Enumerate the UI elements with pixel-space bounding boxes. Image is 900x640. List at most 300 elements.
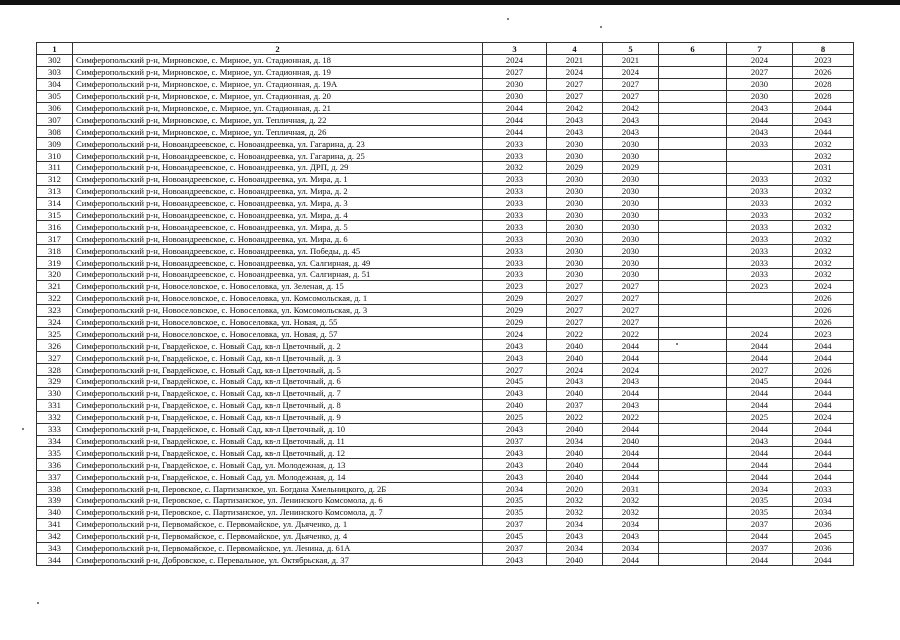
year-cell: 2030 — [547, 245, 603, 257]
address-cell: Симферопольский р-н, Мирновское, с. Мирное, ул. Тепличная, д. 22 — [73, 114, 483, 126]
table-row — [37, 340, 854, 352]
year-cell: 2044 — [793, 126, 854, 138]
address-cell: Симферопольский р-н, Новоандреевское, с. Новоандреевка, ул. ДРП, д. 29 — [73, 162, 483, 174]
year-cell — [659, 257, 727, 269]
year-cell: 2035 — [727, 506, 793, 518]
year-cell: 2027 — [547, 292, 603, 304]
year-cell — [659, 90, 727, 102]
year-cell: 2030 — [547, 173, 603, 185]
year-cell: 2024 — [793, 280, 854, 292]
table-row — [37, 376, 854, 388]
year-cell: 2029 — [547, 162, 603, 174]
year-cell: 2036 — [793, 518, 854, 530]
year-cell: 2033 — [727, 209, 793, 221]
row-number-cell: 327 — [37, 352, 73, 364]
table-row — [37, 483, 854, 495]
year-cell: 2030 — [603, 233, 659, 245]
year-cell: 2030 — [547, 221, 603, 233]
year-cell: 2043 — [727, 102, 793, 114]
row-number-cell: 304 — [37, 78, 73, 90]
address-cell: Симферопольский р-н, Новоандреевское, с. Новоандреевка, ул. Мира, д. 5 — [73, 221, 483, 233]
year-cell: 2024 — [547, 364, 603, 376]
address-cell: Симферопольский р-н, Гвардейское, с. Новый Сад, кв-л Цветочный, д. 5 — [73, 364, 483, 376]
year-cell: 2023 — [727, 280, 793, 292]
year-cell — [659, 554, 727, 566]
year-cell: 2034 — [483, 483, 547, 495]
year-cell: 2040 — [547, 459, 603, 471]
year-cell: 2033 — [483, 269, 547, 281]
year-cell — [659, 352, 727, 364]
year-cell: 2024 — [793, 411, 854, 423]
year-cell: 2033 — [727, 257, 793, 269]
year-cell: 2033 — [483, 150, 547, 162]
table-row — [37, 245, 854, 257]
year-cell: 2030 — [603, 245, 659, 257]
table-row — [37, 66, 854, 78]
row-number-cell: 307 — [37, 114, 73, 126]
scan-speck — [507, 18, 509, 20]
year-cell — [659, 209, 727, 221]
year-cell: 2040 — [547, 423, 603, 435]
year-cell: 2044 — [483, 126, 547, 138]
year-cell: 2035 — [483, 494, 547, 506]
year-cell: 2044 — [603, 459, 659, 471]
year-cell: 2026 — [793, 364, 854, 376]
year-cell: 2040 — [603, 435, 659, 447]
row-number-cell: 340 — [37, 506, 73, 518]
year-cell — [659, 55, 727, 67]
year-cell — [659, 150, 727, 162]
table-row — [37, 447, 854, 459]
year-cell: 2033 — [793, 483, 854, 495]
year-cell: 2043 — [483, 471, 547, 483]
year-cell: 2044 — [603, 340, 659, 352]
column-header: 1 — [37, 43, 73, 55]
year-cell: 2043 — [603, 399, 659, 411]
year-cell: 2027 — [603, 78, 659, 90]
year-cell: 2044 — [793, 435, 854, 447]
row-number-cell: 336 — [37, 459, 73, 471]
year-cell: 2043 — [603, 114, 659, 126]
address-cell: Симферопольский р-н, Гвардейское, с. Новый Сад, кв-л Цветочный, д. 11 — [73, 435, 483, 447]
year-cell — [659, 280, 727, 292]
address-cell: Симферопольский р-н, Новоандреевское, с. Новоандреевка, ул. Салгирная, д. 51 — [73, 269, 483, 281]
year-cell: 2030 — [547, 269, 603, 281]
year-cell: 2037 — [727, 518, 793, 530]
row-number-cell: 337 — [37, 471, 73, 483]
year-cell — [659, 435, 727, 447]
year-cell: 2027 — [603, 304, 659, 316]
year-cell: 2030 — [547, 197, 603, 209]
year-cell: 2044 — [793, 376, 854, 388]
table-row — [37, 55, 854, 67]
year-cell: 2027 — [727, 364, 793, 376]
year-cell: 2044 — [793, 447, 854, 459]
year-cell: 2043 — [483, 387, 547, 399]
row-number-cell: 326 — [37, 340, 73, 352]
year-cell: 2033 — [483, 138, 547, 150]
year-cell: 2045 — [727, 376, 793, 388]
table-row — [37, 328, 854, 340]
year-cell — [659, 506, 727, 518]
year-cell: 2030 — [603, 257, 659, 269]
year-cell: 2024 — [483, 55, 547, 67]
table-row — [37, 138, 854, 150]
year-cell: 2044 — [603, 471, 659, 483]
address-cell: Симферопольский р-н, Гвардейское, с. Новый Сад, кв-л Цветочный, д. 9 — [73, 411, 483, 423]
year-cell — [659, 399, 727, 411]
address-cell: Симферопольский р-н, Новоандреевское, с. Новоандреевка, ул. Гагарина, д. 23 — [73, 138, 483, 150]
year-cell — [659, 530, 727, 542]
year-cell — [659, 269, 727, 281]
year-cell: 2040 — [547, 554, 603, 566]
table-row — [37, 150, 854, 162]
year-cell — [659, 423, 727, 435]
year-cell: 2029 — [483, 292, 547, 304]
year-cell — [659, 66, 727, 78]
year-cell: 2030 — [547, 185, 603, 197]
row-number-cell: 312 — [37, 173, 73, 185]
address-cell: Симферопольский р-н, Новоандреевское, с. Новоандреевка, ул. Победы, д. 45 — [73, 245, 483, 257]
year-cell: 2022 — [603, 411, 659, 423]
row-number-cell: 303 — [37, 66, 73, 78]
address-cell: Симферопольский р-н, Новоандреевское, с. Новоандреевка, ул. Гагарина, д. 25 — [73, 150, 483, 162]
year-cell: 2032 — [793, 185, 854, 197]
year-cell: 2033 — [727, 197, 793, 209]
column-header: 5 — [603, 43, 659, 55]
year-cell: 2044 — [483, 114, 547, 126]
address-cell: Симферопольский р-н, Первомайское, с. Первомайское, ул. Дьяченко, д. 1 — [73, 518, 483, 530]
row-number-cell: 314 — [37, 197, 73, 209]
table-row — [37, 126, 854, 138]
year-cell — [659, 304, 727, 316]
year-cell — [659, 411, 727, 423]
row-number-cell: 331 — [37, 399, 73, 411]
year-cell: 2033 — [727, 245, 793, 257]
table-row — [37, 530, 854, 542]
year-cell: 2033 — [483, 233, 547, 245]
address-cell: Симферопольский р-н, Первомайское, с. Первомайское, ул. Дьяченко, д. 4 — [73, 530, 483, 542]
table-row — [37, 233, 854, 245]
year-cell: 2026 — [793, 304, 854, 316]
address-cell: Симферопольский р-н, Новоандреевское, с. Новоандреевка, ул. Салгирная, д. 49 — [73, 257, 483, 269]
address-cell: Симферопольский р-н, Гвардейское, с. Новый Сад, кв-л Цветочный, д. 3 — [73, 352, 483, 364]
year-cell: 2033 — [727, 173, 793, 185]
table-row — [37, 554, 854, 566]
table-row — [37, 257, 854, 269]
year-cell: 2025 — [727, 411, 793, 423]
year-cell: 2022 — [547, 328, 603, 340]
year-cell: 2033 — [483, 245, 547, 257]
year-cell: 2043 — [483, 554, 547, 566]
year-cell: 2044 — [793, 102, 854, 114]
row-number-cell: 329 — [37, 376, 73, 388]
year-cell — [659, 197, 727, 209]
table-body — [37, 55, 854, 566]
year-cell: 2032 — [793, 257, 854, 269]
year-cell: 2027 — [483, 66, 547, 78]
row-number-cell: 339 — [37, 494, 73, 506]
year-cell: 2035 — [483, 506, 547, 518]
row-number-cell: 328 — [37, 364, 73, 376]
year-cell — [659, 245, 727, 257]
year-cell: 2029 — [483, 304, 547, 316]
address-cell: Симферопольский р-н, Гвардейское, с. Новый Сад, кв-л Цветочный, д. 10 — [73, 423, 483, 435]
year-cell: 2044 — [727, 530, 793, 542]
year-cell: 2027 — [603, 292, 659, 304]
year-cell: 2043 — [603, 376, 659, 388]
table-row — [37, 197, 854, 209]
year-cell: 2030 — [483, 90, 547, 102]
year-cell: 2044 — [793, 423, 854, 435]
year-cell: 2037 — [727, 542, 793, 554]
year-cell — [659, 447, 727, 459]
year-cell: 2044 — [603, 387, 659, 399]
table-row — [37, 209, 854, 221]
year-cell: 2033 — [727, 138, 793, 150]
year-cell: 2040 — [547, 340, 603, 352]
table-row — [37, 542, 854, 554]
year-cell: 2030 — [727, 90, 793, 102]
year-cell: 2033 — [727, 233, 793, 245]
year-cell: 2033 — [483, 209, 547, 221]
scan-top-edge — [0, 0, 900, 5]
address-cell: Симферопольский р-н, Мирновское, с. Мирное, ул. Стадионная, д. 21 — [73, 102, 483, 114]
schedule-table — [36, 42, 854, 566]
year-cell: 2044 — [603, 554, 659, 566]
column-header: 3 — [483, 43, 547, 55]
year-cell: 2043 — [547, 114, 603, 126]
year-cell: 2030 — [603, 185, 659, 197]
year-cell: 2027 — [547, 90, 603, 102]
year-cell: 2034 — [547, 542, 603, 554]
table-row — [37, 518, 854, 530]
year-cell: 2032 — [793, 209, 854, 221]
year-cell — [659, 328, 727, 340]
year-cell: 2032 — [793, 150, 854, 162]
address-cell: Симферопольский р-н, Новоандреевское, с. Новоандреевка, ул. Мира, д. 6 — [73, 233, 483, 245]
year-cell: 2044 — [603, 423, 659, 435]
year-cell: 2037 — [547, 399, 603, 411]
table-row — [37, 90, 854, 102]
year-cell: 2030 — [547, 150, 603, 162]
year-cell: 2022 — [547, 411, 603, 423]
year-cell: 2033 — [727, 221, 793, 233]
address-cell: Симферопольский р-н, Новоселовское, с. Новоселовка, ул. Новая, д. 57 — [73, 328, 483, 340]
address-cell: Симферопольский р-н, Перовское, с. Партизанское, ул. Богдана Хмельницкого, д. 2Б — [73, 483, 483, 495]
year-cell: 2027 — [603, 280, 659, 292]
year-cell: 2043 — [483, 423, 547, 435]
row-number-cell: 315 — [37, 209, 73, 221]
year-cell: 2030 — [603, 269, 659, 281]
year-cell — [659, 340, 727, 352]
row-number-cell: 309 — [37, 138, 73, 150]
year-cell: 2026 — [793, 66, 854, 78]
year-cell: 2040 — [547, 447, 603, 459]
row-number-cell: 323 — [37, 304, 73, 316]
row-number-cell: 322 — [37, 292, 73, 304]
row-number-cell: 341 — [37, 518, 73, 530]
table-row — [37, 280, 854, 292]
year-cell: 2032 — [793, 173, 854, 185]
table-row — [37, 173, 854, 185]
year-cell: 2033 — [483, 221, 547, 233]
row-number-cell: 335 — [37, 447, 73, 459]
year-cell — [659, 138, 727, 150]
year-cell — [659, 494, 727, 506]
year-cell: 2044 — [793, 471, 854, 483]
year-cell: 2027 — [547, 78, 603, 90]
year-cell: 2024 — [727, 55, 793, 67]
table-row — [37, 304, 854, 316]
year-cell: 2023 — [793, 55, 854, 67]
year-cell: 2032 — [793, 269, 854, 281]
year-cell: 2044 — [603, 447, 659, 459]
year-cell — [659, 387, 727, 399]
row-number-cell: 313 — [37, 185, 73, 197]
year-cell: 2032 — [793, 221, 854, 233]
address-cell: Симферопольский р-н, Новоандреевское, с. Новоандреевка, ул. Мира, д. 4 — [73, 209, 483, 221]
year-cell: 2043 — [727, 126, 793, 138]
year-cell: 2037 — [483, 518, 547, 530]
year-cell: 2044 — [793, 340, 854, 352]
year-cell — [659, 483, 727, 495]
year-cell: 2030 — [547, 138, 603, 150]
year-cell: 2034 — [603, 518, 659, 530]
row-number-cell: 320 — [37, 269, 73, 281]
year-cell: 2032 — [793, 138, 854, 150]
year-cell: 2029 — [483, 316, 547, 328]
year-cell: 2031 — [603, 483, 659, 495]
year-cell: 2032 — [793, 245, 854, 257]
year-cell — [659, 221, 727, 233]
row-number-cell: 319 — [37, 257, 73, 269]
year-cell: 2045 — [483, 530, 547, 542]
year-cell: 2030 — [547, 233, 603, 245]
year-cell: 2022 — [603, 328, 659, 340]
row-number-cell: 338 — [37, 483, 73, 495]
address-cell: Симферопольский р-н, Перовское, с. Партизанское, ул. Ленинского Комсомола, д. 7 — [73, 506, 483, 518]
year-cell: 2024 — [547, 66, 603, 78]
address-cell: Симферопольский р-н, Новоандреевское, с. Новоандреевка, ул. Мира, д. 3 — [73, 197, 483, 209]
year-cell: 2044 — [727, 471, 793, 483]
year-cell: 2043 — [727, 435, 793, 447]
year-cell: 2045 — [793, 530, 854, 542]
row-number-cell: 318 — [37, 245, 73, 257]
row-number-cell: 321 — [37, 280, 73, 292]
year-cell: 2044 — [603, 352, 659, 364]
year-cell: 2027 — [547, 280, 603, 292]
year-cell — [659, 114, 727, 126]
table-row — [37, 102, 854, 114]
year-cell: 2043 — [603, 126, 659, 138]
table-row — [37, 506, 854, 518]
year-cell: 2034 — [603, 542, 659, 554]
year-cell: 2030 — [603, 138, 659, 150]
table-row — [37, 114, 854, 126]
year-cell: 2032 — [547, 494, 603, 506]
year-cell: 2032 — [793, 233, 854, 245]
column-header: 4 — [547, 43, 603, 55]
address-cell: Симферопольский р-н, Новоандреевское, с. Новоандреевка, ул. Мира, д. 2 — [73, 185, 483, 197]
year-cell: 2021 — [547, 55, 603, 67]
year-cell: 2030 — [547, 209, 603, 221]
year-cell: 2044 — [727, 114, 793, 126]
table-row — [37, 364, 854, 376]
table-row — [37, 399, 854, 411]
year-cell: 2034 — [547, 518, 603, 530]
address-cell: Симферопольский р-н, Мирновское, с. Мирное, ул. Тепличная, д. 26 — [73, 126, 483, 138]
year-cell: 2043 — [793, 114, 854, 126]
table-row — [37, 387, 854, 399]
year-cell: 2044 — [483, 102, 547, 114]
address-cell: Симферопольский р-н, Новоселовское, с. Новоселовка, ул. Новая, д. 55 — [73, 316, 483, 328]
year-cell: 2040 — [547, 471, 603, 483]
scan-speck — [600, 26, 602, 28]
year-cell: 2043 — [547, 376, 603, 388]
year-cell — [659, 126, 727, 138]
address-cell: Симферопольский р-н, Гвардейское, с. Новый Сад, кв-л Цветочный, д. 2 — [73, 340, 483, 352]
year-cell: 2023 — [483, 280, 547, 292]
year-cell: 2030 — [603, 209, 659, 221]
year-cell: 2040 — [547, 352, 603, 364]
year-cell: 2024 — [603, 66, 659, 78]
year-cell: 2043 — [603, 530, 659, 542]
year-cell: 2033 — [727, 269, 793, 281]
year-cell — [727, 304, 793, 316]
year-cell — [659, 459, 727, 471]
year-cell — [727, 162, 793, 174]
year-cell: 2030 — [603, 173, 659, 185]
row-number-cell: 311 — [37, 162, 73, 174]
year-cell: 2043 — [483, 447, 547, 459]
year-cell: 2037 — [483, 435, 547, 447]
year-cell: 2028 — [793, 78, 854, 90]
scan-speck — [37, 602, 39, 604]
year-cell: 2033 — [483, 197, 547, 209]
year-cell — [659, 542, 727, 554]
year-cell: 2027 — [603, 90, 659, 102]
year-cell: 2031 — [793, 162, 854, 174]
year-cell: 2043 — [483, 352, 547, 364]
table-row — [37, 316, 854, 328]
year-cell: 2040 — [483, 399, 547, 411]
year-cell — [659, 518, 727, 530]
year-cell: 2044 — [727, 423, 793, 435]
table-row — [37, 471, 854, 483]
column-header: 7 — [727, 43, 793, 55]
year-cell: 2044 — [793, 459, 854, 471]
year-cell: 2043 — [483, 459, 547, 471]
table-row — [37, 352, 854, 364]
table-row — [37, 411, 854, 423]
row-number-cell: 316 — [37, 221, 73, 233]
address-cell: Симферопольский р-н, Мирновское, с. Мирное, ул. Стадионная, д. 20 — [73, 90, 483, 102]
year-cell: 2027 — [727, 66, 793, 78]
year-cell: 2025 — [483, 411, 547, 423]
year-cell: 2044 — [793, 352, 854, 364]
row-number-cell: 302 — [37, 55, 73, 67]
year-cell — [659, 78, 727, 90]
year-cell: 2027 — [547, 316, 603, 328]
address-cell: Симферопольский р-н, Добровское, с. Перевальное, ул. Октябрьская, д. 37 — [73, 554, 483, 566]
year-cell — [659, 173, 727, 185]
table-row — [37, 292, 854, 304]
table-row — [37, 221, 854, 233]
year-cell — [659, 233, 727, 245]
year-cell — [659, 316, 727, 328]
year-cell: 2044 — [727, 340, 793, 352]
